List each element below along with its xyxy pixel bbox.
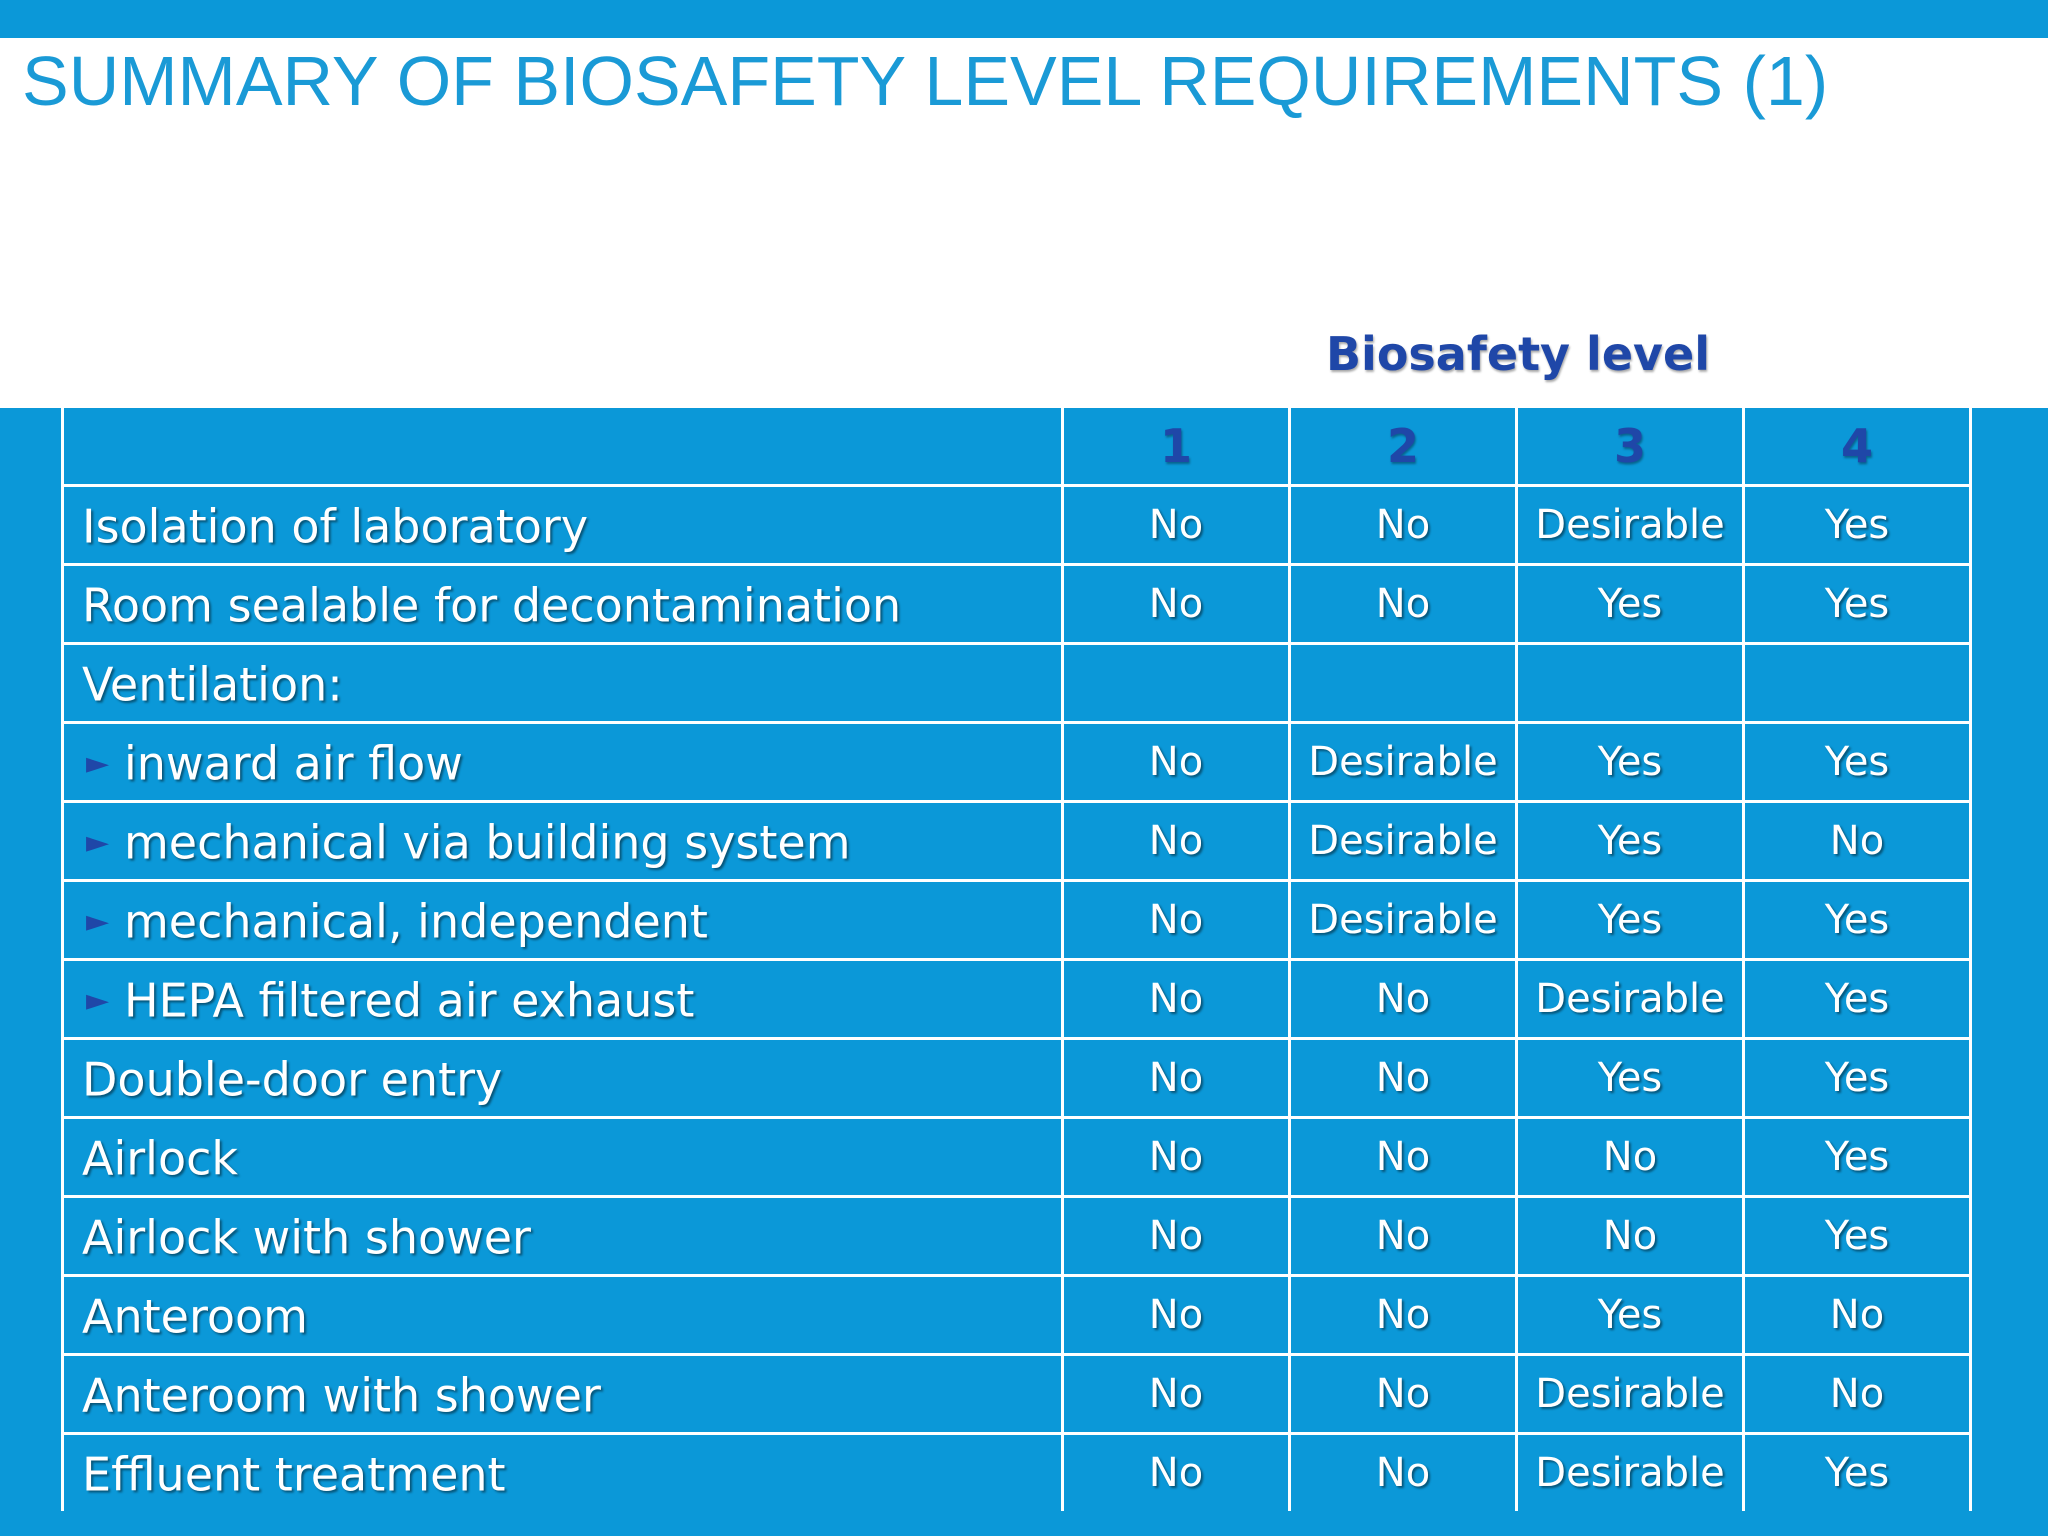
table-row <box>63 486 1971 565</box>
feature-label: inward air flow <box>124 736 463 791</box>
level-2-value-cell: Desirable <box>1290 723 1517 802</box>
feature-label: Airlock <box>82 1131 239 1186</box>
feature-label: Ventilation: <box>82 657 343 712</box>
level-3-value-cell: No <box>1517 1118 1744 1197</box>
table-row <box>63 1434 1971 1512</box>
level-4-value-cell: Yes <box>1744 960 1971 1039</box>
level-1-value-cell: No <box>1063 802 1290 881</box>
triangle-bullet-icon: ► <box>86 825 110 861</box>
level-4-value-cell: Yes <box>1744 1434 1971 1512</box>
feature-label: Anteroom with shower <box>82 1368 601 1423</box>
level-4-value-cell <box>1744 644 1971 723</box>
level-4-value-cell: No <box>1744 1276 1971 1355</box>
level-1-value-cell: No <box>1063 1434 1290 1512</box>
feature-header-cell <box>63 408 1063 486</box>
level-3-value-cell: Yes <box>1517 565 1744 644</box>
level-4-value-cell: No <box>1744 1355 1971 1434</box>
feature-label: mechanical via building system <box>124 815 851 870</box>
feature-label: Double-door entry <box>82 1052 503 1107</box>
level-2-value-cell: No <box>1290 565 1517 644</box>
table-row <box>63 960 1971 1039</box>
feature-cell <box>63 565 1063 644</box>
level-3-value-cell: Yes <box>1517 723 1744 802</box>
level-2-value-cell: No <box>1290 960 1517 1039</box>
level-3-value-cell: Desirable <box>1517 1434 1744 1512</box>
slide-title: SUMMARY OF BIOSAFETY LEVEL REQUIREMENTS (1) <box>22 42 1829 120</box>
table-row <box>63 565 1971 644</box>
feature-label: Airlock with shower <box>82 1210 531 1265</box>
level-1-value-cell: No <box>1063 1276 1290 1355</box>
table-row <box>63 802 1971 881</box>
table-row <box>63 881 1971 960</box>
level-4-value-cell: Yes <box>1744 881 1971 960</box>
level-4-value-cell: Yes <box>1744 723 1971 802</box>
level-3-value-cell: Yes <box>1517 1039 1744 1118</box>
feature-label: Isolation of laboratory <box>82 499 589 554</box>
feature-cell <box>63 960 1063 1039</box>
level-header-3: 3 <box>1517 408 1744 486</box>
level-3-value-cell: Yes <box>1517 802 1744 881</box>
level-header-1: 1 <box>1063 408 1290 486</box>
table-header-row <box>63 408 1971 486</box>
feature-cell <box>63 723 1063 802</box>
table-row <box>63 723 1971 802</box>
level-3-value-cell: Desirable <box>1517 1355 1744 1434</box>
biosafety-requirements-table <box>61 408 1972 1511</box>
feature-cell <box>63 881 1063 960</box>
feature-cell <box>63 1118 1063 1197</box>
level-2-value-cell: No <box>1290 1434 1517 1512</box>
table-row <box>63 1039 1971 1118</box>
level-2-value-cell: Desirable <box>1290 881 1517 960</box>
feature-label: mechanical, independent <box>124 894 708 949</box>
level-4-value-cell: Yes <box>1744 1118 1971 1197</box>
level-4-value-cell: No <box>1744 802 1971 881</box>
table-row <box>63 1276 1971 1355</box>
level-4-value-cell: Yes <box>1744 1197 1971 1276</box>
level-2-value-cell: No <box>1290 1118 1517 1197</box>
triangle-bullet-icon: ► <box>86 746 110 782</box>
level-3-value-cell: Desirable <box>1517 960 1744 1039</box>
feature-cell <box>63 1197 1063 1276</box>
level-1-value-cell <box>1063 644 1290 723</box>
feature-cell <box>63 1039 1063 1118</box>
level-header-2: 2 <box>1290 408 1517 486</box>
feature-cell <box>63 802 1063 881</box>
level-4-value-cell: Yes <box>1744 1039 1971 1118</box>
level-4-value-cell: Yes <box>1744 565 1971 644</box>
level-2-value-cell: No <box>1290 1039 1517 1118</box>
level-2-value-cell: No <box>1290 1276 1517 1355</box>
triangle-bullet-icon: ► <box>86 983 110 1019</box>
level-header-4: 4 <box>1744 408 1971 486</box>
level-2-value-cell: No <box>1290 486 1517 565</box>
level-2-value-cell <box>1290 644 1517 723</box>
level-1-value-cell: No <box>1063 723 1290 802</box>
level-2-value-cell: Desirable <box>1290 802 1517 881</box>
feature-cell <box>63 1434 1063 1512</box>
level-1-value-cell: No <box>1063 960 1290 1039</box>
feature-label: Anteroom <box>82 1289 308 1344</box>
level-3-value-cell: Desirable <box>1517 486 1744 565</box>
feature-cell <box>63 1276 1063 1355</box>
level-1-value-cell: No <box>1063 1118 1290 1197</box>
level-1-value-cell: No <box>1063 1197 1290 1276</box>
feature-label: Room sealable for decontamination <box>82 578 902 633</box>
table-row <box>63 1118 1971 1197</box>
level-1-value-cell: No <box>1063 881 1290 960</box>
level-2-value-cell: No <box>1290 1355 1517 1434</box>
level-1-value-cell: No <box>1063 1039 1290 1118</box>
feature-label: HEPA filtered air exhaust <box>124 973 695 1028</box>
level-4-value-cell: Yes <box>1744 486 1971 565</box>
level-3-value-cell: No <box>1517 1197 1744 1276</box>
level-1-value-cell: No <box>1063 1355 1290 1434</box>
level-3-value-cell <box>1517 644 1744 723</box>
feature-cell <box>63 486 1063 565</box>
triangle-bullet-icon: ► <box>86 904 110 940</box>
biosafety-level-heading: Biosafety level <box>1326 327 1710 381</box>
table-row <box>63 644 1971 723</box>
level-1-value-cell: No <box>1063 486 1290 565</box>
level-1-value-cell: No <box>1063 565 1290 644</box>
level-3-value-cell: Yes <box>1517 881 1744 960</box>
table-row <box>63 1355 1971 1434</box>
top-accent-bar <box>0 0 2048 38</box>
table-row <box>63 1197 1971 1276</box>
level-3-value-cell: Yes <box>1517 1276 1744 1355</box>
feature-cell <box>63 1355 1063 1434</box>
level-2-value-cell: No <box>1290 1197 1517 1276</box>
feature-cell <box>63 644 1063 723</box>
feature-label: Effluent treatment <box>82 1447 506 1502</box>
